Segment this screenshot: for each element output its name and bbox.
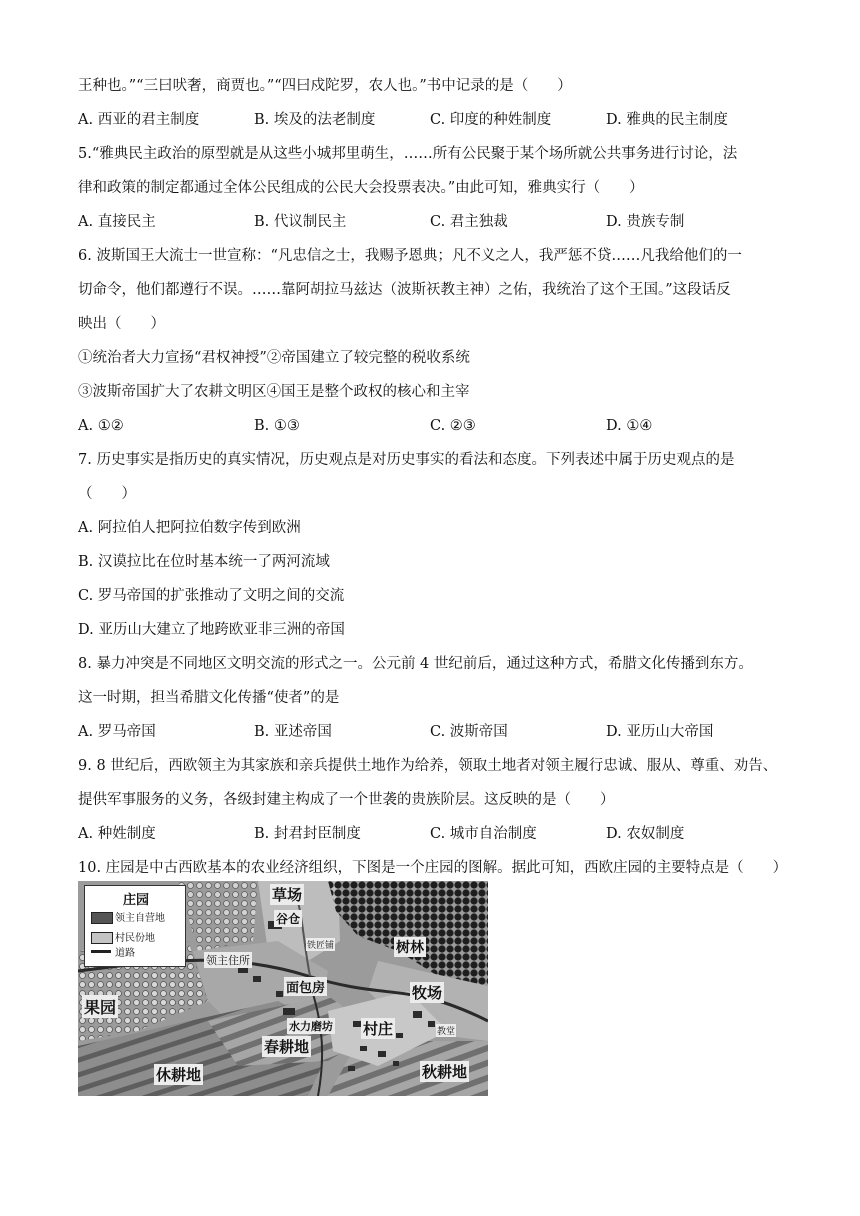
q4-stem-tail: 王种也。”“三曰吠奢，商贾也。”“四曰戍陀罗，农人也。”书中记录的是（ ） [78, 78, 572, 94]
q8-option-b[interactable]: B. 亚述帝国 [254, 724, 332, 740]
label-orchard: 果园 [82, 995, 118, 1018]
q8-option-d[interactable]: D. 亚历山大帝国 [606, 724, 714, 740]
legend-lord-land-label: 领主自营地 [115, 913, 165, 924]
q6-stem-line2: 切命令，他们都遵行不误。……靠阿胡拉马兹达（波斯祆教主神）之佑，我统治了这个王国。”这段话反 [78, 282, 731, 298]
q7-option-b[interactable]: B. 汉谟拉比在位时基本统一了两河流域 [78, 554, 330, 570]
label-autumn-field: 秋耕地 [422, 1063, 468, 1081]
label-spring-field: 春耕地 [264, 1038, 310, 1056]
q5-option-c[interactable]: C. 君主独裁 [430, 214, 508, 230]
label-smithy: 铁匠铺 [306, 938, 335, 951]
q4-option-a[interactable]: A. 西亚的君主制度 [78, 112, 200, 128]
q6-option-b[interactable]: B. ①③ [254, 418, 300, 434]
q5-option-b[interactable]: B. 代议制民主 [254, 214, 347, 230]
q6-statements-2: ③波斯帝国扩大了农耕文明区④国王是整个政权的核心和主宰 [78, 384, 470, 400]
q9-option-d[interactable]: D. 农奴制度 [606, 826, 685, 842]
label-village: 村庄 [363, 1020, 394, 1038]
q9-option-c[interactable]: C. 城市自治制度 [430, 826, 537, 842]
legend-road-swatch [91, 950, 111, 953]
q8-stem-line2: 这一时期，担当希腊文化传播“使者”的是 [78, 690, 340, 706]
q9-option-b[interactable]: B. 封君封臣制度 [254, 826, 361, 842]
q6-option-c[interactable]: C. ②③ [430, 418, 476, 434]
legend-villager-land-label: 村民份地 [115, 933, 155, 944]
label-pasture: 牧场 [412, 984, 443, 1002]
legend-villager-land-swatch [91, 932, 113, 944]
q6-statements-1: ①统治者大力宣扬“君权神授”②帝国建立了较完整的税收系统 [78, 350, 470, 366]
q9-option-a[interactable]: A. 种姓制度 [78, 826, 156, 842]
label-watermill: 水力磨坊 [289, 1020, 333, 1033]
q9-options [78, 824, 798, 844]
q4-option-d[interactable]: D. 雅典的民主制度 [606, 112, 728, 128]
q4-options [78, 110, 798, 130]
q7-option-c[interactable]: C. 罗马帝国的扩张推动了文明之间的交流 [78, 588, 345, 604]
map-legend [84, 885, 186, 967]
legend-title: 庄园 [123, 893, 150, 908]
label-bakery: 面包房 [284, 977, 327, 996]
q4-option-c[interactable]: C. 印度的种姓制度 [430, 112, 552, 128]
label-lord-residence: 领主住所 [206, 954, 250, 967]
q6-options [78, 416, 798, 436]
q5-stem-line2: 律和政策的制定都通过全体公民组成的公民大会投票表决。”由此可知，雅典实行（ ） [78, 180, 644, 196]
q8-option-c[interactable]: C. 波斯帝国 [430, 724, 508, 740]
q5-option-a[interactable]: A. 直接民主 [78, 214, 156, 230]
q9-stem-line1: 9. 8 世纪后，西欧领主为其家族和亲兵提供土地作为给养，领取土地者对领主履行忠诚、服从、尊重、劝告、 [78, 758, 778, 774]
q7-stem-line2: （ ） [78, 486, 136, 502]
q7-option-a[interactable]: A. 阿拉伯人把阿拉伯数字传到欧洲 [78, 520, 301, 536]
q6-stem-line3: 映出（ ） [78, 316, 165, 332]
legend-road-label: 道路 [115, 948, 135, 959]
manor-diagram [78, 881, 488, 1096]
q6-stem-line1: 6. 波斯国王大流士一世宣称：“凡忠信之士，我赐予恩典；凡不义之人，我严惩不贷……凡我给他们的一 [78, 248, 742, 264]
label-meadow: 草场 [272, 886, 303, 904]
label-forest: 树林 [394, 937, 426, 957]
q6-option-d[interactable]: D. ①④ [606, 418, 653, 434]
q9-stem-line2: 提供军事服务的义务，各级封建主构成了一个世袭的贵族阶层。这反映的是（ ） [78, 792, 615, 808]
label-church: 教堂 [436, 1024, 456, 1037]
label-granary: 谷仓 [276, 912, 301, 926]
q5-option-d[interactable]: D. 贵族专制 [606, 214, 685, 230]
q7-stem-line1: 7. 历史事实是指历史的真实情况，历史观点是对历史事实的看法和态度。下列表述中属于历史观点的是 [78, 452, 735, 468]
legend-lord-land-swatch [91, 912, 113, 924]
q8-options [78, 722, 798, 742]
q5-stem-line1: 5.“雅典民主政治的原型就是从这些小城邦里萌生，……所有公民聚于某个场所就公共事务进行讨论，法 [78, 146, 738, 162]
q7-option-d[interactable]: D. 亚历山大建立了地跨欧亚非三洲的帝国 [78, 622, 345, 638]
q4-option-b[interactable]: B. 埃及的法老制度 [254, 112, 376, 128]
q8-stem-line1: 8. 暴力冲突是不同地区文明交流的形式之一。公元前 4 世纪前后，通过这种方式，希腊文化传播到东方。 [78, 656, 753, 672]
q5-options [78, 212, 798, 232]
q6-option-a[interactable]: A. ①② [78, 418, 124, 434]
q10-stem: 10. 庄园是中古西欧基本的农业经济组织，下图是一个庄园的图解。据此可知，西欧庄园的主要特点是（ ） [78, 860, 788, 876]
q8-option-a[interactable]: A. 罗马帝国 [78, 724, 156, 740]
label-fallow-field: 休耕地 [156, 1066, 202, 1084]
